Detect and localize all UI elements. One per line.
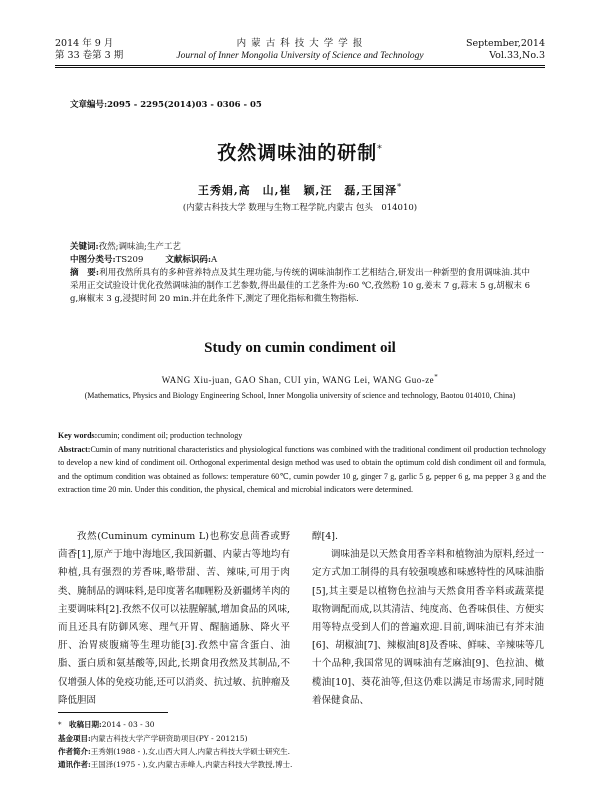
journal-date-en: September,2014 — [465, 38, 545, 49]
abstract-en-text: Cumin of many nutritional characteristics and physiological functions was combined with the traditional condiment oil production technology to develop a new kind of condiment oil. Orthogonal experimental design method was used to obtain the optimum cold dish condiment oil and formula, and the optimum condition was obtained as follows: temperature 60℃, cumin powder 10 g, ginger 7 g, garlic 5 g, pepper 6 g, ma pepper 3 g and the extraction time 20 min. Under this condition, the physical, chemical and microbial indicators were determined. — [58, 444, 546, 494]
journal-volume-en: Vol.33,No.3 — [489, 50, 545, 61]
title-en: Study on cumin condiment oil — [204, 340, 396, 356]
keywords-en-text: cumin; condiment oil; production technology — [97, 431, 243, 440]
footnote-rule — [58, 712, 168, 713]
header-rule-thin — [55, 67, 545, 68]
classification-label: 中图分类号: — [70, 255, 116, 265]
journal-name-en: Journal of Inner Mongolia University of Science and Technology — [176, 51, 424, 61]
journal-name-cn: 内 蒙 古 科 技 大 学 学 报 — [236, 38, 364, 49]
abstract-cn — [70, 267, 530, 306]
journal-volume-cn: 第 33 卷第 3 期 — [55, 50, 124, 61]
fund-value: 内蒙古科技大学产学研资助项目(PY - 201215) — [90, 734, 248, 743]
footnotes — [58, 718, 478, 771]
doc-code-label: 文献标识码: — [165, 255, 211, 265]
cn-keywords-abstract — [70, 241, 530, 306]
keywords-en — [58, 429, 546, 443]
body-column-right — [312, 528, 544, 710]
corresponding-author — [58, 758, 478, 771]
journal-date: 2014 年 9 月 — [55, 38, 114, 49]
fund-label: 基金项目: — [58, 734, 91, 743]
authors-en-text: WANG Xiu-juan, GAO Shan, CUI yin, WANG Lei, WANG Guo-ze — [161, 375, 435, 385]
authors-cn — [0, 182, 600, 198]
received-date — [58, 718, 478, 732]
body-paragraph-continued: 醇[4]. — [312, 531, 338, 542]
article-number: 文章编号:2095 - 2295(2014)03 - 0306 - 05 — [70, 100, 262, 110]
body-paragraph: 调味油是以天然食用香辛料和植物油为原料,经过一定方式加工制得的具有较强嗅感和味感特性的风味油脂[5],其主要是以植物色拉油与天然食用香辛料或蔬菜提取物调配而成,以其清洁、纯度高、色香味俱佳、方便实用等特点受到人们的普遍欢迎.目前,调味油已有芥末油[6]、胡椒油[7]、辣椒油[8]及香味、鲜味、辛辣味等几十个品种,我国常见的调味油有芝麻油[9]、色拉油、橄榄油[10]、葵花油等,但这仍难以满足市场需求,同时随着保健食品、 — [312, 549, 544, 706]
authors-en — [0, 373, 600, 385]
author-bio-label: 作者简介: — [58, 747, 91, 756]
en-keywords-abstract — [58, 429, 546, 497]
journal-date-volume-en — [466, 38, 545, 62]
classification-value: TS209 — [115, 255, 144, 265]
keywords-cn — [70, 241, 530, 254]
author-bio — [58, 745, 478, 758]
keywords-en-label: Key words: — [58, 431, 98, 440]
abstract-en-label: Abstract: — [58, 444, 91, 454]
journal-name — [150, 38, 450, 62]
affiliation-en: (Mathematics, Physics and Biology Engineering School, Inner Mongolia university of science and technology, Baotou 014010, China) — [84, 391, 516, 400]
authors-en-mark: * — [434, 373, 439, 381]
footnote-mark: * — [58, 721, 62, 729]
header-rule — [55, 65, 545, 66]
fund-project — [58, 732, 478, 745]
abstract-cn-label: 摘 要: — [70, 268, 100, 278]
affiliation-cn: (内蒙古科技大学 数理与生物工程学院,内蒙古 包头 014010) — [182, 203, 418, 213]
abstract-cn-text: 利用孜然所具有的多种营养特点及其生理功能,与传统的调味油制作工艺相结合,研发出一种新型的食用调味油.其中采用正交试验设计优化孜然调味油的制作工艺参数,得出最佳的工艺条件为:60 ℃,孜然粉 10 g,姜末 7 g,蒜末 5 g,胡椒末 6 g,麻椒末 3 g,浸提时间 20 min.并在此条件下,测定了理化指标和微生物指标. — [70, 268, 530, 304]
authors-cn-text: 王秀娟,高 山,崔 颖,汪 磊,王国泽 — [197, 184, 398, 197]
received-label: 收稿日期: — [69, 720, 102, 729]
body-paragraph: 孜然(Cuminum cyminum L)也称安息茴香或野茴香[1],原产于地中海地区,我国新疆、内蒙古等地均有种植,具有强烈的芳香味,略带甜、苦、辣味,可用于肉类、腌制品的调味料,是印度著名咖喱粉及新疆烤羊肉的主要调味料[2].孜然不仅可以祛腥解腻,增加食品的风味,而且还具有防御风寒、理气开胃、醒脑通脉、降火平肝、治胃痰腹痛等生理功能[3].孜然中富含蛋白、油脂、蛋白质和氨基酸等,因此,长期食用孜然及其制品,不仅增强人体的免疫功能,还可以消炎、抗过敏、抗肿瘤及降低胆固 — [58, 531, 290, 706]
author-bio-value: 王秀娟(1988 - ),女,山西大同人,内蒙古科技大学硕士研究生. — [90, 747, 291, 756]
title-cn-text: 孜然调味油的研制 — [217, 142, 378, 164]
page-title — [0, 138, 600, 165]
doc-code-value: A — [211, 255, 218, 265]
keywords-cn-label: 关键词: — [70, 242, 99, 252]
corresponding-mark: * — [397, 182, 403, 192]
corresponding-label: 通讯作者: — [58, 760, 91, 769]
body-column-left — [58, 528, 290, 710]
abstract-en — [58, 443, 546, 497]
corresponding-value: 王国泽(1975 - ),女,内蒙古赤峰人,内蒙古科技大学教授,博士. — [90, 760, 293, 769]
journal-date-volume — [55, 38, 123, 62]
keywords-cn-text: 孜然;调味油;生产工艺 — [98, 242, 181, 252]
received-value: 2014 - 03 - 30 — [101, 720, 155, 729]
classification — [70, 254, 530, 267]
title-footnote-mark: * — [377, 144, 383, 155]
